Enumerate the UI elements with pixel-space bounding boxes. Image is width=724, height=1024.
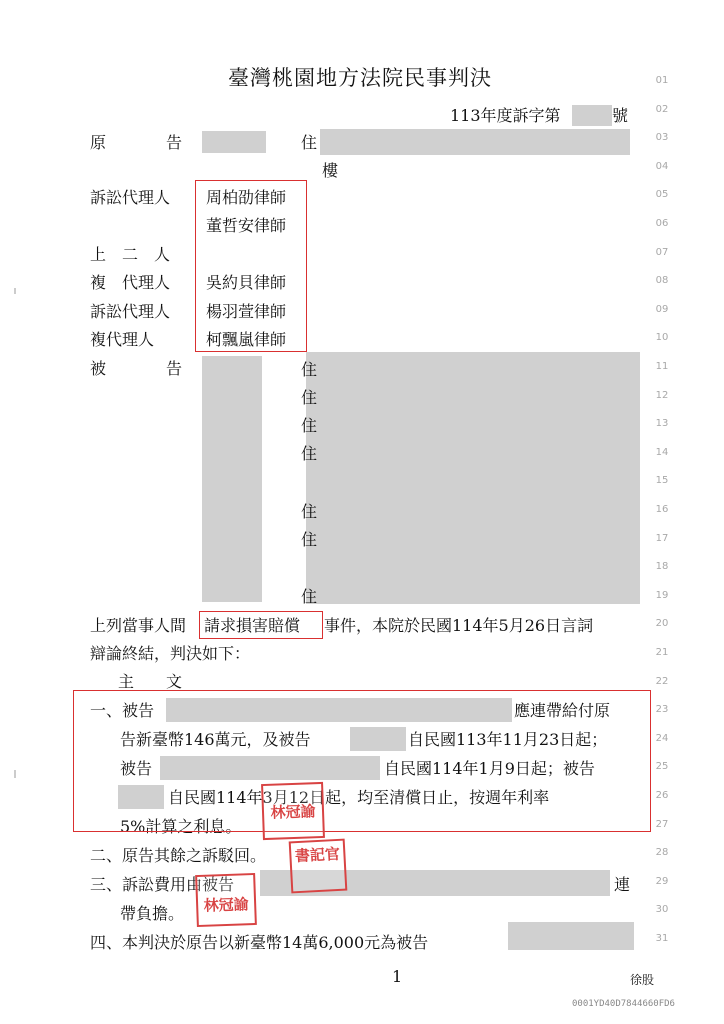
line-number: 01 [655, 75, 669, 86]
agent-name-1: 周柏劭律師 [206, 188, 287, 207]
line-number: 28 [655, 847, 669, 858]
redacted-plaintiff-name [202, 131, 266, 153]
page-number: 1 [392, 967, 403, 986]
intro-line-2: 辯論終結，判決如下： [90, 644, 251, 663]
line-number: 06 [655, 218, 669, 229]
redacted-defendant-addresses [306, 352, 640, 604]
line-number: 13 [655, 418, 669, 429]
line-number: 07 [655, 247, 669, 258]
item1-highlight-box [73, 690, 651, 832]
floor-label: 樓 [322, 161, 339, 180]
case-number-prefix: 113年度訴字第 [450, 106, 561, 125]
intro-prefix: 上列當事人間 [90, 616, 187, 635]
redacted-item4-defendant [508, 922, 634, 950]
line-number: 25 [655, 761, 669, 772]
line-number: 30 [655, 904, 669, 915]
scan-mark [14, 770, 16, 778]
line-number: 09 [655, 304, 669, 315]
item1-line1-suffix: 應連帶給付原 [514, 701, 611, 720]
line-number: 05 [655, 189, 669, 200]
clerk-seal-stamp-3: 林冠諭 [195, 873, 257, 927]
item1-line1-prefix: 一、被告 [90, 701, 155, 720]
item3-line2: 帶負擔。 [120, 904, 185, 923]
line-number: 31 [655, 933, 669, 944]
redacted-case-number [572, 105, 612, 126]
sub-agent-name-1: 吳約貝律師 [206, 273, 287, 292]
line-number: 20 [655, 618, 669, 629]
clerk-seal-stamp-2: 書記官 [289, 839, 348, 894]
line-number: 19 [655, 590, 669, 601]
item2-text: 二、原告其餘之訴駁回。 [90, 846, 267, 865]
item1-line2-prefix: 告新臺幣146萬元，及被告 [120, 730, 311, 749]
plaintiff-label: 原 告 [90, 133, 186, 152]
item1-line2-suffix: 自民國113年11月23日起； [408, 730, 608, 749]
document-code: 0001YD40D7844660FD6 [572, 999, 675, 1009]
agent-label: 訴訟代理人 [90, 188, 171, 207]
agents-highlight-box [195, 180, 307, 352]
line-number: 21 [655, 647, 669, 658]
claim-type: 請求損害賠償 [204, 616, 301, 635]
line-number: 17 [655, 533, 669, 544]
plaintiff-residence-label: 住 [301, 133, 318, 152]
line-number: 04 [655, 161, 669, 172]
agent-name-3: 楊羽萱律師 [206, 302, 287, 321]
item1-line5: 5%計算之利息。 [120, 817, 242, 836]
sub-agent-label-2: 複代理人 [90, 330, 155, 349]
line-number: 24 [655, 733, 669, 744]
sub-agent-name-2: 柯飄嵐律師 [206, 330, 287, 349]
scan-mark [14, 288, 16, 294]
defendant-residence-7: 住 [301, 587, 318, 606]
line-number: 14 [655, 447, 669, 458]
item3-prefix: 三、訴訟費用由被告 [90, 875, 235, 894]
document-title: 臺灣桃園地方法院民事判決 [228, 66, 492, 90]
line-number: 18 [655, 561, 669, 572]
item3-suffix: 連 [614, 875, 631, 894]
defendant-residence-6: 住 [301, 530, 318, 549]
line-number: 12 [655, 390, 669, 401]
main-text-heading: 主 文 [118, 672, 183, 691]
line-number: 15 [655, 475, 669, 486]
item1-line3-prefix: 被告 [120, 759, 153, 778]
line-number: 16 [655, 504, 669, 515]
line-number: 27 [655, 819, 669, 830]
claim-type-highlight-box [199, 611, 323, 639]
sub-agent-label-1: 複 代理人 [90, 273, 171, 292]
line-number: 03 [655, 132, 669, 143]
line-number: 10 [655, 332, 669, 343]
line-number: 29 [655, 876, 669, 887]
line-number: 11 [655, 361, 669, 372]
intro-suffix: 事件，本院於民國114年5月26日言詞 [324, 616, 594, 635]
redacted-plaintiff-address [320, 129, 630, 155]
line-number: 08 [655, 275, 669, 286]
division-initials: 徐股 [630, 973, 655, 987]
line-number: 02 [655, 104, 669, 115]
redacted-defendant-names [202, 356, 262, 602]
defendant-residence-5: 住 [301, 502, 318, 521]
clerk-seal-stamp-1: 林冠諭 [261, 782, 325, 840]
defendant-residence-2: 住 [301, 388, 318, 407]
above-two-label: 上 二 人 [90, 245, 171, 264]
case-number-suffix: 號 [612, 106, 629, 125]
line-number: 22 [655, 676, 669, 687]
agent-name-2: 董哲安律師 [206, 216, 287, 235]
line-number: 26 [655, 790, 669, 801]
agent-label-2: 訴訟代理人 [90, 302, 171, 321]
defendant-residence-1: 住 [301, 360, 318, 379]
defendant-label: 被 告 [90, 359, 186, 378]
item1-line3-suffix: 自民國114年1月9日起；被告 [384, 759, 595, 778]
line-number: 23 [655, 704, 669, 715]
defendant-residence-4: 住 [301, 444, 318, 463]
item4-text: 四、本判決於原告以新臺幣14萬6,000元為被告 [90, 933, 429, 952]
defendant-residence-3: 住 [301, 416, 318, 435]
item1-line4: 自民國114年3月12日起，均至清償日止，按週年利率 [168, 788, 550, 807]
